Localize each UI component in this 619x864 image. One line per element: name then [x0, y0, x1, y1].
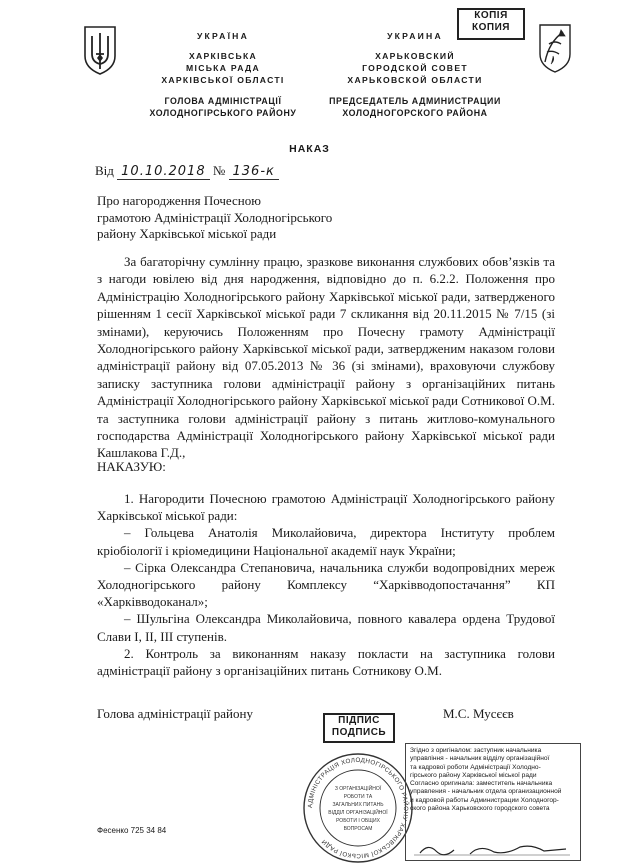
signature-stamp: [323, 713, 395, 743]
order-item-2: 2. Контроль за виконанням наказу покласти на заступника голови адміністрації району з організаційних питань Сотникову О.М.: [97, 645, 555, 679]
header-left-head-line-1: ГОЛОВА АДМІНІСТРАЦІЇ: [164, 96, 282, 106]
header-left-head-line-2: ХОЛОДНОГІРСЬКОГО РАЙОНУ: [149, 108, 297, 118]
order-item-award-3: – Шульгіна Олександра Миколайовича, повного кавалера ордена Трудової Слави І, ІІ, ІІІ ступенів.: [97, 611, 555, 644]
header-right: [315, 30, 515, 119]
seal-inner-line-6: ВОПРОСАМ: [343, 826, 373, 832]
order-item-award-1: – Гольцева Анатолія Миколайовича, директора Інституту проблем кріобіології і кріомедицини Національної академії наук України;: [97, 525, 555, 558]
order-word: НАКАЗУЮ:: [97, 459, 166, 474]
ukraine-trident-icon: [82, 24, 118, 76]
date-number-line: [95, 163, 279, 179]
cert-line-2: управління - начальник відділу організаційної: [410, 755, 550, 763]
document-date: 10.10.2018: [117, 164, 209, 180]
header-left: [128, 30, 318, 119]
official-seal: [302, 752, 414, 864]
cert-line-3: та кадрової роботи Адміністрації Холодно-: [410, 763, 541, 771]
seal-outer-text: АДМІНІСТРАЦІЯ ХОЛОДНОГІРСЬКОГО РАЙОНУ ХАРКІВСЬКОЇ МІСЬКОЇ РАДИ: [306, 756, 410, 860]
header-right-country: УКРАИНА: [387, 31, 443, 41]
seal-inner-line-4: ВІДДІЛ ОРГАНІЗАЦІЙНОЇ: [328, 810, 388, 816]
signature-stamp-line-2: ПОДПИСЬ: [331, 726, 387, 738]
copy-stamp: [457, 8, 525, 40]
header-left-country: УКРАЇНА: [197, 31, 249, 41]
header-right-council-line-3: ХАРЬКОВСКОЙ ОБЛАСТИ: [347, 75, 483, 85]
cert-line-4: гірського району Харківської міської ради: [410, 771, 537, 779]
signature-name: М.С. Мусєєв: [443, 706, 514, 721]
seal-inner-line-3: ЗАГАЛЬНИХ ПИТАНЬ: [332, 802, 384, 808]
date-prefix: Від: [95, 163, 114, 178]
copy-stamp-line-1: КОПІЯ: [474, 10, 508, 21]
certification-box: [405, 743, 581, 861]
order-item-1: 1. Нагородити Почесною грамотою Адміністрації Холодногірського району Харківської міської ради:: [97, 491, 555, 524]
header-left-council-line-3: ХАРКІВСЬКОЇ ОБЛАСТІ: [161, 75, 285, 85]
order-items: [97, 490, 555, 679]
header-left-council-line-2: МІСЬКА РАДА: [186, 63, 260, 73]
header-right-council-line-2: ГОРОДСКОЙ СОВЕТ: [362, 63, 468, 73]
header-right-head-line-1: ПРЕДСЕДАТЕЛЬ АДМИНИСТРАЦИИ: [329, 96, 501, 106]
signature-title: Голова адміністрації району: [97, 706, 253, 721]
seal-inner-line-5: РОБОТИ І ОБЩИХ: [336, 818, 380, 824]
handwritten-signature-icon: [410, 841, 576, 857]
document-title: НАКАЗ: [289, 143, 330, 155]
header-right-head-line-2: ХОЛОДНОГОРСКОГО РАЙОНА: [342, 108, 488, 118]
seal-inner-line-2: РОБОТИ ТА: [343, 794, 373, 800]
number-prefix: №: [212, 163, 226, 178]
copy-stamp-line-2: КОПИЯ: [472, 22, 510, 33]
cert-line-8: ского района Харьковского городского совета: [410, 805, 550, 813]
subject-line-1: Про нагородження Почесною: [97, 193, 261, 208]
cert-line-7: и кадровой работы Администрации Холодногор-: [410, 796, 559, 804]
document-subject: [97, 193, 397, 243]
cert-line-5: Согласно оригинала: заместитель начальника: [410, 780, 553, 788]
cert-line-6: управления - начальник отдела организационной: [410, 788, 562, 796]
document-number: 136-к: [229, 164, 279, 180]
subject-line-2: грамотою Адміністрації Холодногірського: [97, 209, 333, 225]
seal-inner-line-1: З ОРГАНІЗАЦІЙНОЇ: [334, 786, 382, 792]
signature-stamp-line-1: ПІДПИС: [338, 715, 380, 726]
header-left-council-line-1: ХАРКІВСЬКА: [188, 51, 257, 61]
header-right-council-line-1: ХАРЬКОВСКИЙ: [375, 51, 455, 61]
kharkiv-coat-of-arms-icon: [537, 22, 573, 74]
preamble-paragraph: За багаторічну сумлінну працю, зразкове виконання службових обов’язків та з нагоди ювілею від дня народження, відповідно до п. 6.2.2. Положення про Адміністрацію Холодногірського району Харківської міської ради, затвердженого рішенням 1 сесії Харківської міської ради 7 скликання від 20.11.2015 № 7/15 (зі змінами), керуючись Положенням про Почесну грамоту Адміністрації Холодногірського району Харківської міської ради, затвердженим наказом голови адміністрації району від 07.05.2013 № 36 (зі змінами), враховуючи службову записку заступника голови адміністрації району з організаційних питань Адміністрації Холодногірського району Харківської міської ради Сотникової О.М. та заступника голови адміністрації району з питань житлово-комунального господарства Адміністрації Холодногірського району Харківської міської ради Кашлакова Г.Д.,: [97, 254, 555, 461]
cert-line-1: Згідно з оригіналом: заступник начальника: [410, 747, 542, 754]
subject-line-3: району Харківської міської ради: [97, 226, 277, 241]
footer-executor: Фесенко 725 34 84: [97, 826, 167, 835]
order-item-award-2: – Сірка Олександра Степановича, начальника служби водопровідних мереж Холодногірського району Комплексу “Харківводопостачання” КП «Харківводоканал»;: [97, 559, 555, 610]
svg-text:АДМІНІСТРАЦІЯ ХОЛОДНОГІРСЬКОГО: [307, 757, 410, 859]
